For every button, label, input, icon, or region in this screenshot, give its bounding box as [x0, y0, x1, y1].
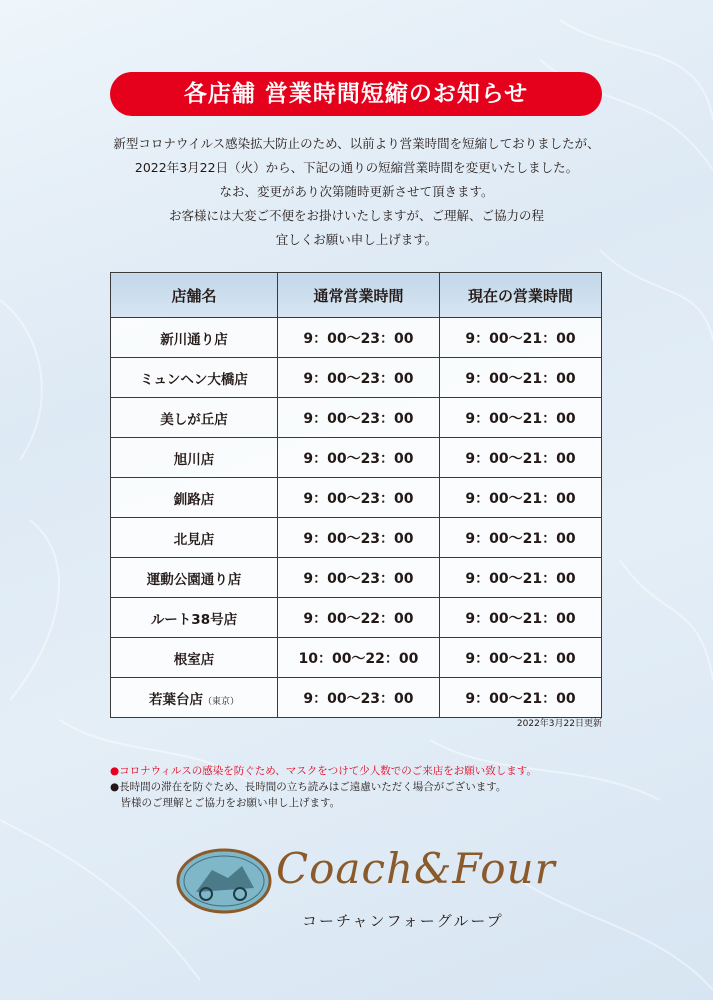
table-row [111, 398, 602, 438]
table-row [111, 438, 602, 478]
intro-line: なお、変更があり次第随時更新させて頂きます。 [219, 184, 494, 199]
current-hours: 9：00〜21：00 [439, 318, 601, 358]
store-name: 釧路店 [111, 478, 278, 518]
normal-hours: 9：00〜23：00 [277, 478, 439, 518]
table-row [111, 678, 602, 718]
table-row [111, 558, 602, 598]
note-mask: ●コロナウィルスの感染を防ぐため、マスクをつけて少人数でのご来店をお願い致します。 [110, 765, 537, 777]
intro-line: 宜しくお願い申し上げます。 [275, 232, 438, 247]
page-title: 各店舗 営業時間短縮のお知らせ [110, 72, 602, 116]
updated-date: 2022年3月22日更新 [516, 719, 602, 729]
normal-hours: 9：00〜23：00 [277, 558, 439, 598]
brand-kana: コーチャンフォーグループ [302, 912, 504, 930]
store-name: 根室店 [111, 638, 278, 678]
table-row [111, 358, 602, 398]
store-name: 旭川店 [111, 438, 278, 478]
current-hours: 9：00〜21：00 [439, 398, 601, 438]
normal-hours: 9：00〜23：00 [277, 518, 439, 558]
store-name: 新川通り店 [111, 318, 278, 358]
note-standing-reading: ●長時間の滞在を防ぐため、長時間の立ち読みはご遠慮いただく場合がございます。 [110, 781, 507, 793]
current-hours: 9：00〜21：00 [439, 438, 601, 478]
normal-hours: 9：00〜23：00 [277, 438, 439, 478]
current-hours: 9：00〜21：00 [439, 478, 601, 518]
store-hours-table [110, 272, 602, 718]
note-thanks: 皆様のご理解とご協力をお願い申し上げます。 [110, 797, 341, 809]
normal-hours: 9：00〜23：00 [277, 398, 439, 438]
store-name: 運動公園通り店 [111, 558, 278, 598]
store-name: 北見店 [111, 518, 278, 558]
table-header-row [111, 273, 602, 318]
normal-hours: 9：00〜23：00 [277, 318, 439, 358]
intro-line: 新型コロナウイルス感染拡大防止のため、以前より営業時間を短縮しておりましたが、 [113, 136, 600, 151]
table-row [111, 638, 602, 678]
intro-line: お客様には大変ご不便をお掛けいたしますが、ご理解、ご協力の程 [168, 208, 544, 223]
store-location-note: （東京） [202, 696, 239, 707]
store-name: ミュンヘン大橋店 [111, 358, 278, 398]
store-name-cell [111, 678, 278, 718]
table-row [111, 318, 602, 358]
table-row [111, 478, 602, 518]
header-current-hours: 現在の営業時間 [439, 273, 601, 318]
current-hours: 9：00〜21：00 [439, 678, 601, 718]
current-hours: 9：00〜21：00 [439, 518, 601, 558]
store-name: 若葉台店 [148, 691, 203, 708]
store-name: ルート38号店 [111, 598, 278, 638]
normal-hours: 10：00〜22：00 [277, 638, 439, 678]
notes [110, 763, 610, 811]
table-row [111, 598, 602, 638]
current-hours: 9：00〜21：00 [439, 558, 601, 598]
normal-hours: 9：00〜23：00 [277, 678, 439, 718]
brand-name: Coach&Four [276, 844, 556, 893]
normal-hours: 9：00〜22：00 [277, 598, 439, 638]
intro-line: 2022年3月22日（火）から、下記の通りの短縮営業時間を変更いたしました。 [134, 160, 579, 175]
normal-hours: 9：00〜23：00 [277, 358, 439, 398]
current-hours: 9：00〜21：00 [439, 638, 601, 678]
current-hours: 9：00〜21：00 [439, 598, 601, 638]
brand-logo [176, 840, 556, 940]
intro-text [60, 132, 653, 252]
current-hours: 9：00〜21：00 [439, 358, 601, 398]
header-store-name: 店舗名 [111, 273, 278, 318]
coach-emblem-icon [176, 848, 272, 914]
store-name: 美しが丘店 [111, 398, 278, 438]
table-row [111, 518, 602, 558]
header-normal-hours: 通常営業時間 [277, 273, 439, 318]
